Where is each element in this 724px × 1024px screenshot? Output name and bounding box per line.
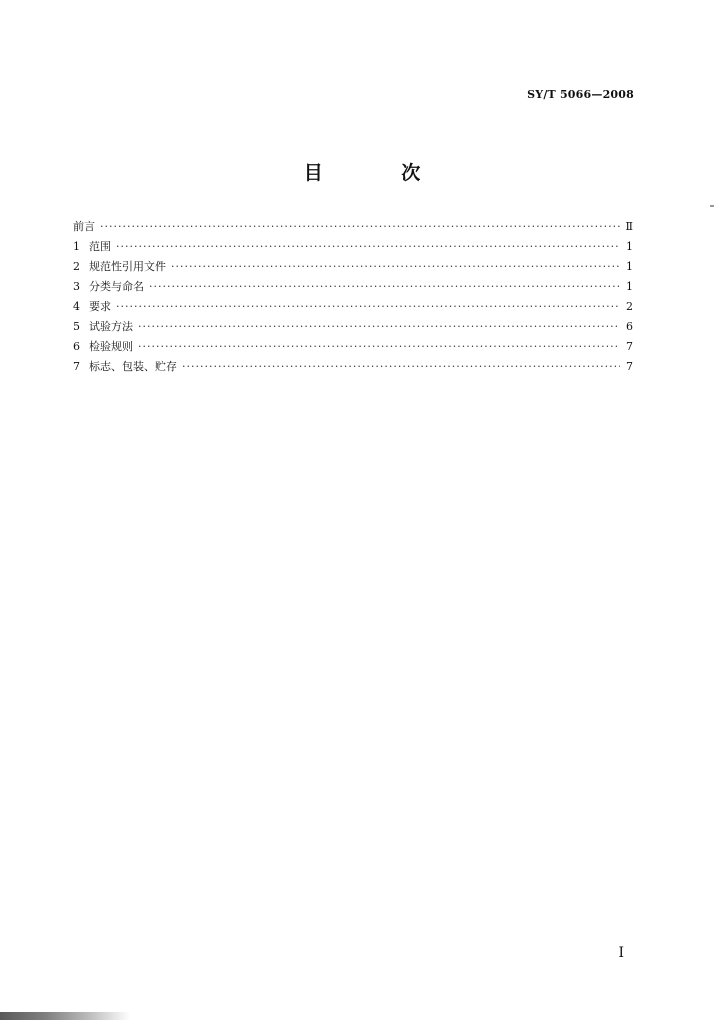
- toc-entry-classification[interactable]: [73, 277, 633, 297]
- toc-label: 标志、包装、贮存: [89, 360, 177, 373]
- toc-leader-dots: [138, 337, 620, 357]
- toc-entry-inspection-rules[interactable]: [73, 337, 633, 357]
- toc-leader-dots: [100, 217, 620, 237]
- page-number: I: [618, 945, 624, 961]
- toc-page: 7: [626, 360, 633, 373]
- toc-page: 1: [626, 280, 633, 293]
- toc-page: 6: [626, 320, 633, 333]
- toc-number: 6: [73, 340, 80, 353]
- toc-label: 规范性引用文件: [89, 260, 166, 273]
- toc-leader-dots: [116, 237, 620, 257]
- scan-artifact: [0, 1012, 130, 1020]
- toc-page: Ⅱ: [625, 220, 633, 233]
- toc-page: 7: [626, 340, 633, 353]
- toc-entry-normative-references[interactable]: [73, 257, 633, 277]
- toc-label: 检验规则: [89, 340, 133, 353]
- toc-label: 分类与命名: [89, 280, 144, 293]
- toc-number: 2: [73, 260, 80, 273]
- toc-leader-dots: [171, 257, 620, 277]
- standard-code: SY/T 5066—2008: [527, 88, 634, 101]
- toc-page: 2: [626, 300, 633, 313]
- page-title: 目 次: [303, 162, 457, 184]
- toc-number: 5: [73, 320, 80, 333]
- toc-page: 1: [626, 260, 633, 273]
- toc-entry-foreword[interactable]: [73, 217, 633, 237]
- toc-label: 试验方法: [89, 320, 133, 333]
- toc-entry-requirements[interactable]: [73, 297, 633, 317]
- toc-number: 1: [73, 240, 80, 253]
- toc-entry-test-methods[interactable]: [73, 317, 633, 337]
- toc-leader-dots: [149, 277, 620, 297]
- toc-entry-scope[interactable]: [73, 237, 633, 257]
- toc-label: 前言: [73, 220, 95, 233]
- toc-leader-dots: [116, 297, 620, 317]
- toc-leader-dots: [182, 357, 620, 377]
- toc-label: 范围: [89, 240, 111, 253]
- toc-page: 1: [626, 240, 633, 253]
- table-of-contents: [73, 217, 633, 377]
- scan-edge-mark: [710, 205, 714, 207]
- toc-number: 3: [73, 280, 80, 293]
- toc-number: 4: [73, 300, 80, 313]
- toc-label: 要求: [89, 300, 111, 313]
- toc-number: 7: [73, 360, 80, 373]
- toc-leader-dots: [138, 317, 620, 337]
- toc-entry-marking-packaging-storage[interactable]: [73, 357, 633, 377]
